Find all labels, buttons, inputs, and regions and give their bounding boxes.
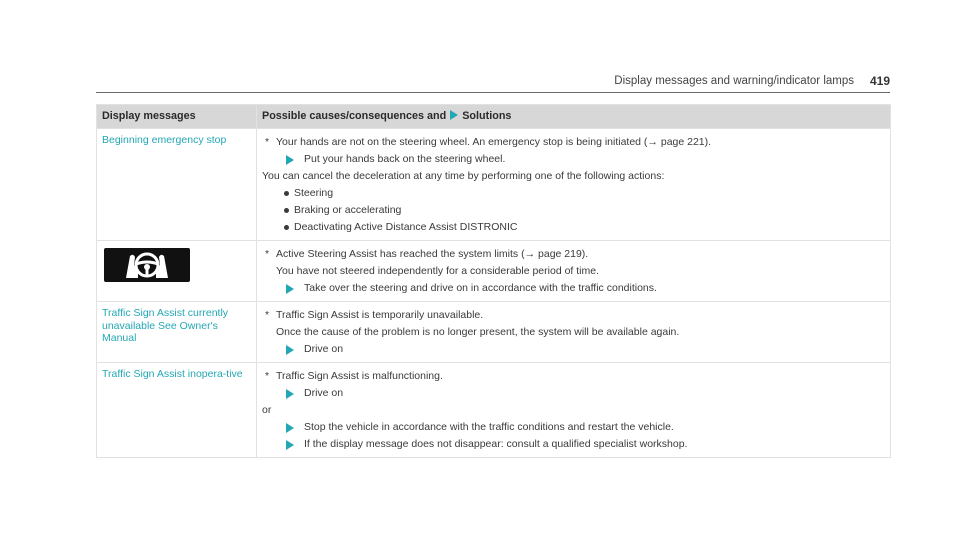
solution-text: Put your hands back on the steering wheel. <box>304 153 506 165</box>
bullet-text: Steering <box>294 187 334 199</box>
column-header-solutions-label: Solutions <box>462 110 512 122</box>
solution-text: Drive on <box>304 387 344 399</box>
display-message-cell <box>97 302 257 363</box>
table-body <box>97 129 891 458</box>
plain-text: or <box>262 404 272 416</box>
arrow-right-icon <box>286 389 294 399</box>
solution-text: Drive on <box>304 343 344 355</box>
cause-line <box>262 246 885 263</box>
display-messages-table <box>96 104 891 458</box>
bullet-item <box>262 219 885 236</box>
column-header-causes <box>257 105 891 129</box>
causes-solutions-cell <box>257 129 891 241</box>
solution-step <box>262 280 885 297</box>
asterisk-marker: * <box>265 370 270 382</box>
table-row <box>97 363 891 458</box>
bullet-text: Deactivating Active Distance Assist DISTRONIC <box>294 221 518 233</box>
solution-step <box>262 419 885 436</box>
bullet-text: Braking or accelerating <box>294 204 402 216</box>
display-message-cell <box>97 241 257 302</box>
header-title: Display messages and warning/indicator lamps <box>614 75 854 87</box>
bullet-item <box>262 185 885 202</box>
column-header-causes-label: Possible causes/consequences and <box>262 110 447 122</box>
table-row <box>97 302 891 363</box>
page-header <box>96 66 890 93</box>
arrow-right-icon <box>286 423 294 433</box>
detail-text: Once the cause of the problem is no longer present, the system will be available again. <box>276 326 680 338</box>
solution-step <box>262 151 885 168</box>
cause-line <box>262 368 885 385</box>
arrow-right-icon <box>286 345 294 355</box>
bullet-item <box>262 202 885 219</box>
cause-line <box>262 307 885 324</box>
bullet-dot-icon <box>284 225 289 230</box>
causes-solutions-cell <box>257 302 891 363</box>
arrow-right-icon <box>286 155 294 165</box>
cause-line <box>262 134 885 151</box>
detail-text: You have not steered independently for a considerable period of time. <box>276 265 599 277</box>
solution-text: Take over the steering and drive on in accordance with the traffic conditions. <box>304 282 657 294</box>
bullet-dot-icon <box>284 208 289 213</box>
bullet-dot-icon <box>284 191 289 196</box>
hands-on-steering-wheel-icon <box>104 248 190 282</box>
asterisk-marker: * <box>265 136 270 148</box>
table-row <box>97 241 891 302</box>
table-header-row <box>97 105 891 129</box>
plain-text: You can cancel the deceleration at any time by performing one of the following actions: <box>262 170 665 182</box>
display-message-cell <box>97 363 257 458</box>
arrow-right-icon <box>450 110 458 120</box>
cause-text: Your hands are not on the steering wheel. An emergency stop is being initiated (→ page 221). <box>276 136 712 148</box>
display-message-text: Traffic Sign Assist currently unavailable See Owner's Manual <box>102 307 229 344</box>
cause-text: Active Steering Assist has reached the system limits (→ page 219). <box>276 248 589 260</box>
solution-text: Stop the vehicle in accordance with the traffic conditions and restart the vehicle. <box>304 421 674 433</box>
solution-step <box>262 385 885 402</box>
asterisk-marker: * <box>265 309 270 321</box>
solution-step <box>262 341 885 358</box>
solution-text: If the display message does not disappear: consult a qualified specialist workshop. <box>304 438 688 450</box>
arrow-right-icon <box>286 440 294 450</box>
page-number: 419 <box>869 74 890 88</box>
display-message-cell <box>97 129 257 241</box>
cause-text: Traffic Sign Assist is malfunctioning. <box>276 370 443 382</box>
causes-solutions-cell <box>257 241 891 302</box>
table-row <box>97 129 891 241</box>
causes-solutions-cell <box>257 363 891 458</box>
display-message-text: Traffic Sign Assist inopera-tive <box>102 368 243 380</box>
asterisk-marker: * <box>265 248 270 260</box>
cause-text: Traffic Sign Assist is temporarily unavailable. <box>276 309 484 321</box>
arrow-right-icon <box>286 284 294 294</box>
solution-step <box>262 436 885 453</box>
display-message-text: Beginning emergency stop <box>102 134 227 146</box>
column-header-messages: Display messages <box>97 105 257 129</box>
